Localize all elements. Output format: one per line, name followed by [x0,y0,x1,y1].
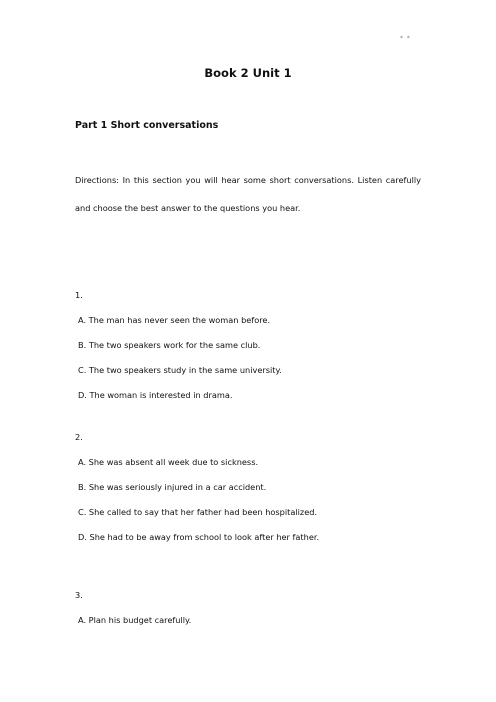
question-1 [75,289,421,401]
option-a: A. She was absent all week due to sickness. [78,457,259,467]
part-heading: Part 1 Short conversations [75,120,219,131]
question-number: 3. [75,590,83,600]
option-a: A. Plan his budget carefully. [78,615,192,625]
option-d: D. She had to be away from school to look after her father. [78,532,320,542]
directions-text: Directions: In this section you will hear some short conversations. Listen carefully and choose the best answer to the questions you hear. [75,175,421,213]
option-c: C. She called to say that her father had been hospitalized. [78,507,318,517]
option-b: B. The two speakers work for the same club. [78,340,261,350]
option-b: B. She was seriously injured in a car accident. [78,482,267,492]
question-2 [75,431,421,543]
question-number: 1. [75,290,83,300]
header-mark: * * [400,35,411,42]
option-a: A. The man has never seen the woman before. [78,315,271,325]
document-title: Book 2 Unit 1 [204,66,292,80]
option-c: C. The two speakers study in the same university. [78,365,282,375]
question-number: 2. [75,432,83,442]
question-3 [75,589,421,626]
option-d: D. The woman is interested in drama. [78,390,233,400]
